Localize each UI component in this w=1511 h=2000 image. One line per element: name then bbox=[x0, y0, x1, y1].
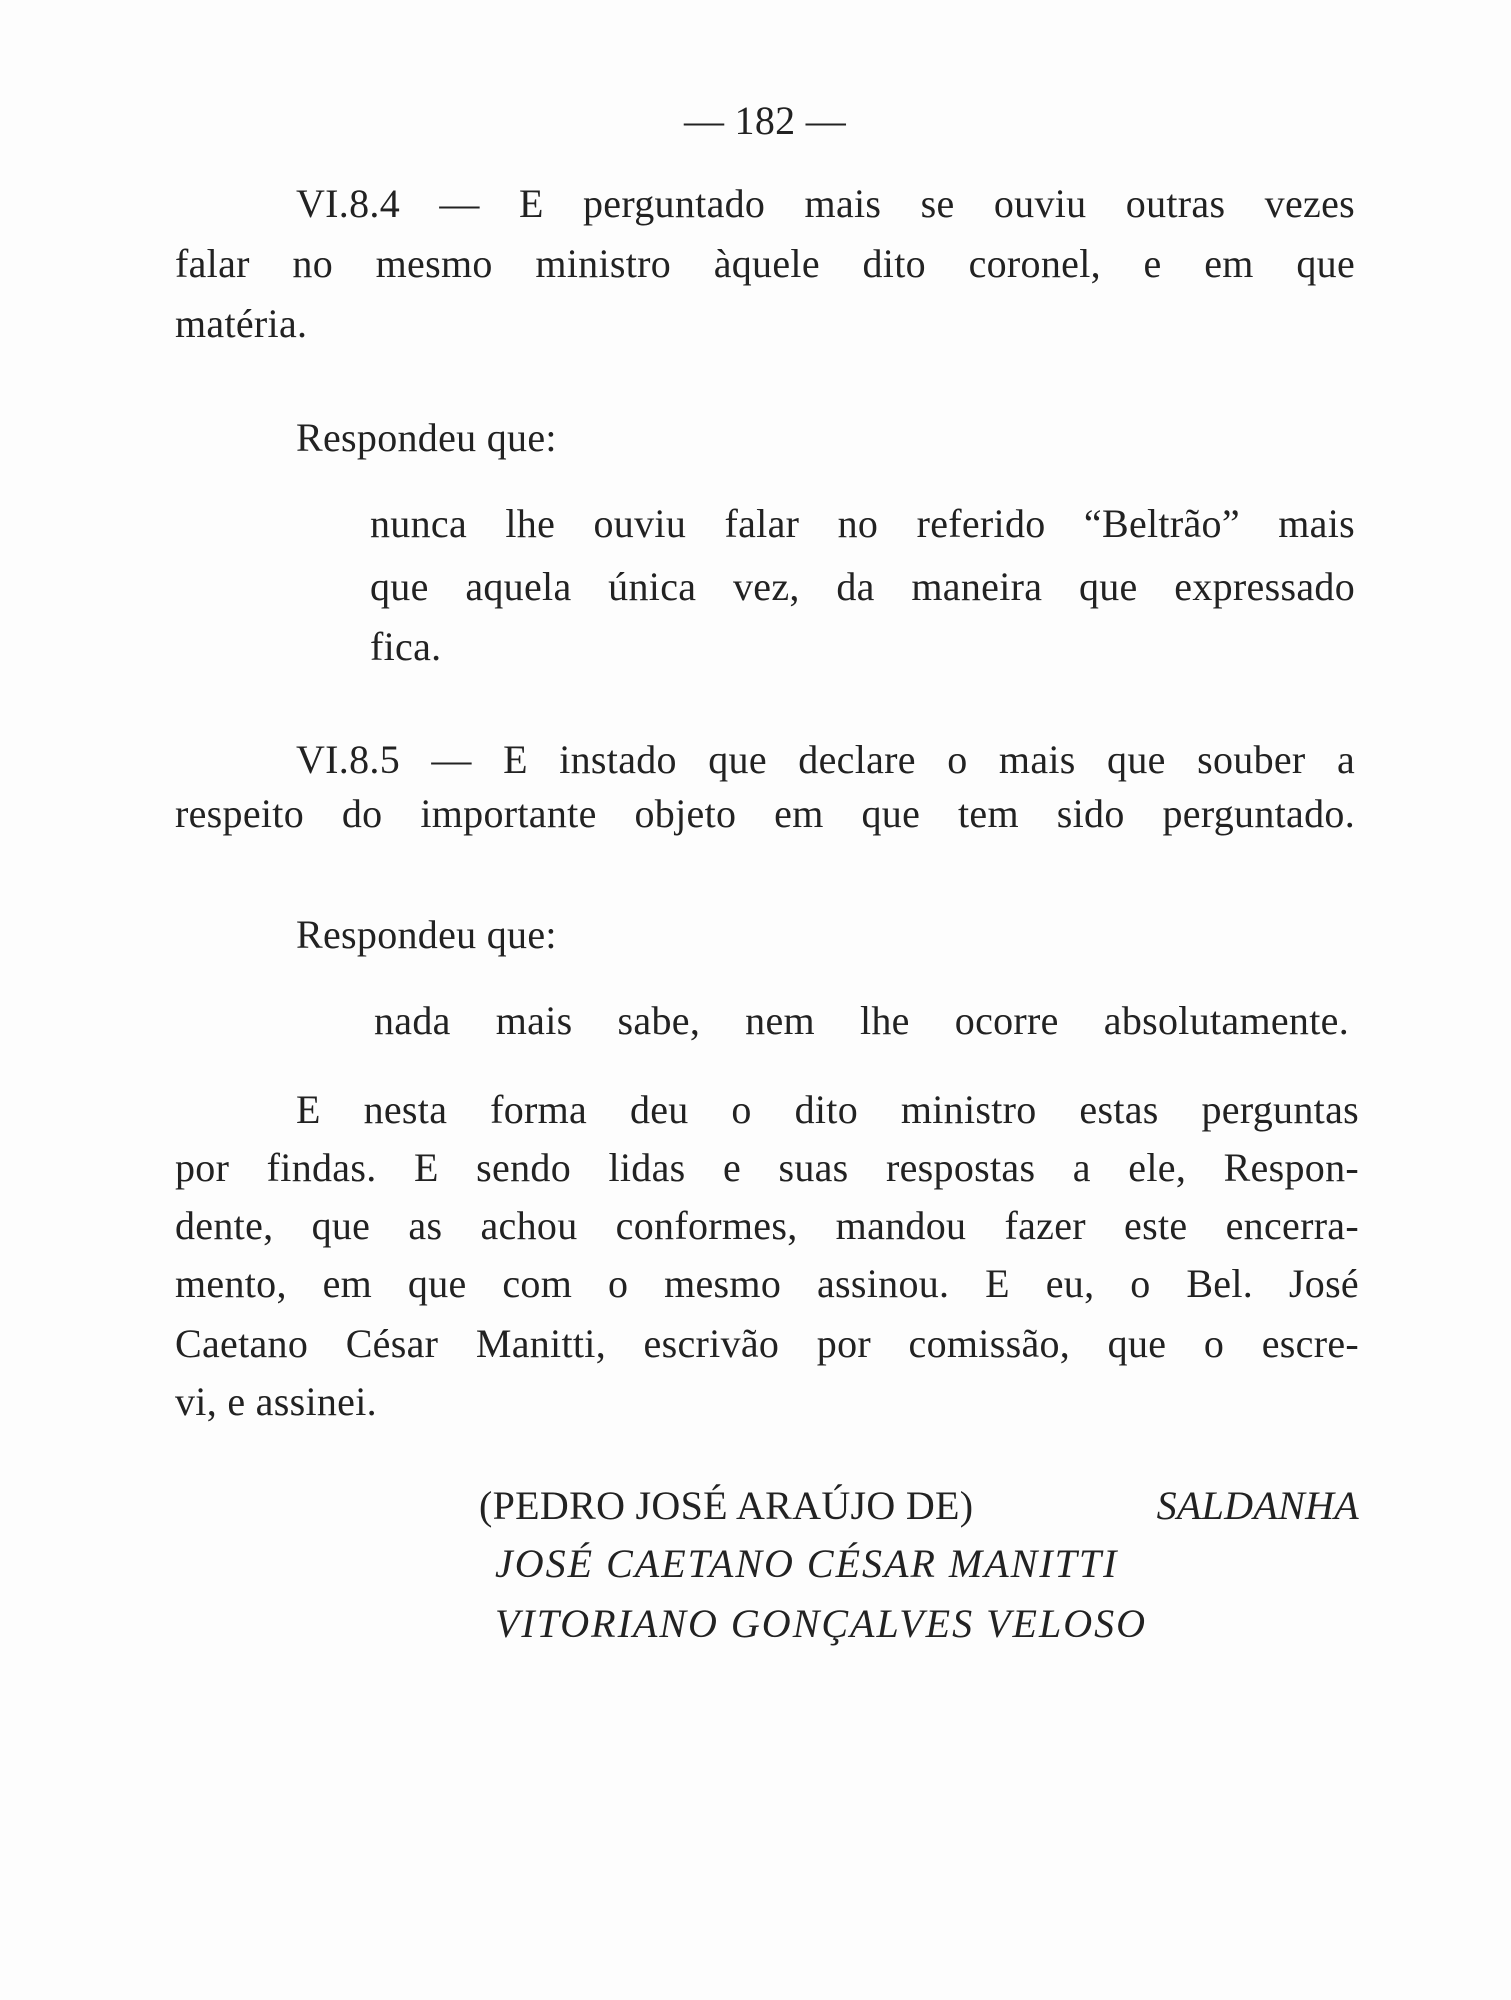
closing-line: por findas. E sendo lidas e suas respostas a ele, Respon- bbox=[175, 1145, 1359, 1190]
page-number: — 182 — bbox=[683, 98, 847, 143]
signature-veloso: VITORIANO GONÇALVES VELOSO bbox=[495, 1601, 1147, 1646]
question-line: matéria. bbox=[175, 301, 308, 346]
closing-line: dente, que as achou conformes, mandou fazer este encerra- bbox=[175, 1203, 1359, 1248]
closing-line: vi, e assinei. bbox=[175, 1379, 377, 1424]
signature-line-saldanha bbox=[479, 1482, 1359, 1530]
question-line: respeito do importante objeto em que tem sido perguntado. bbox=[175, 791, 1355, 836]
answer-label: Respondeu que: bbox=[296, 415, 557, 460]
answer-label: Respondeu que: bbox=[296, 912, 557, 957]
signature-prefix: (PEDRO JOSÉ ARAÚJO DE) bbox=[479, 1483, 974, 1528]
closing-line: mento, em que com o mesmo assinou. E eu, o Bel. José bbox=[175, 1261, 1359, 1306]
answer-line: fica. bbox=[370, 624, 442, 669]
signature-name: SALDANHA bbox=[1156, 1483, 1359, 1528]
closing-line: E nesta forma deu o dito ministro estas perguntas bbox=[296, 1087, 1359, 1132]
answer-line: nunca lhe ouviu falar no referido “Beltrão” mais bbox=[370, 501, 1355, 546]
question-line: falar no mesmo ministro àquele dito coronel, e em que bbox=[175, 241, 1355, 286]
closing-line: Caetano César Manitti, escrivão por comissão, que o escre- bbox=[175, 1321, 1359, 1366]
signature-manitti: JOSÉ CAETANO CÉSAR MANITTI bbox=[495, 1541, 1119, 1586]
answer-line: que aquela única vez, da maneira que expressado bbox=[370, 564, 1355, 609]
question-line: VI.8.4 — E perguntado mais se ouviu outras vezes bbox=[296, 181, 1355, 226]
answer-line: nada mais sabe, nem lhe ocorre absolutamente. bbox=[374, 998, 1349, 1043]
question-line: VI.8.5 — E instado que declare o mais que souber a bbox=[296, 737, 1355, 782]
